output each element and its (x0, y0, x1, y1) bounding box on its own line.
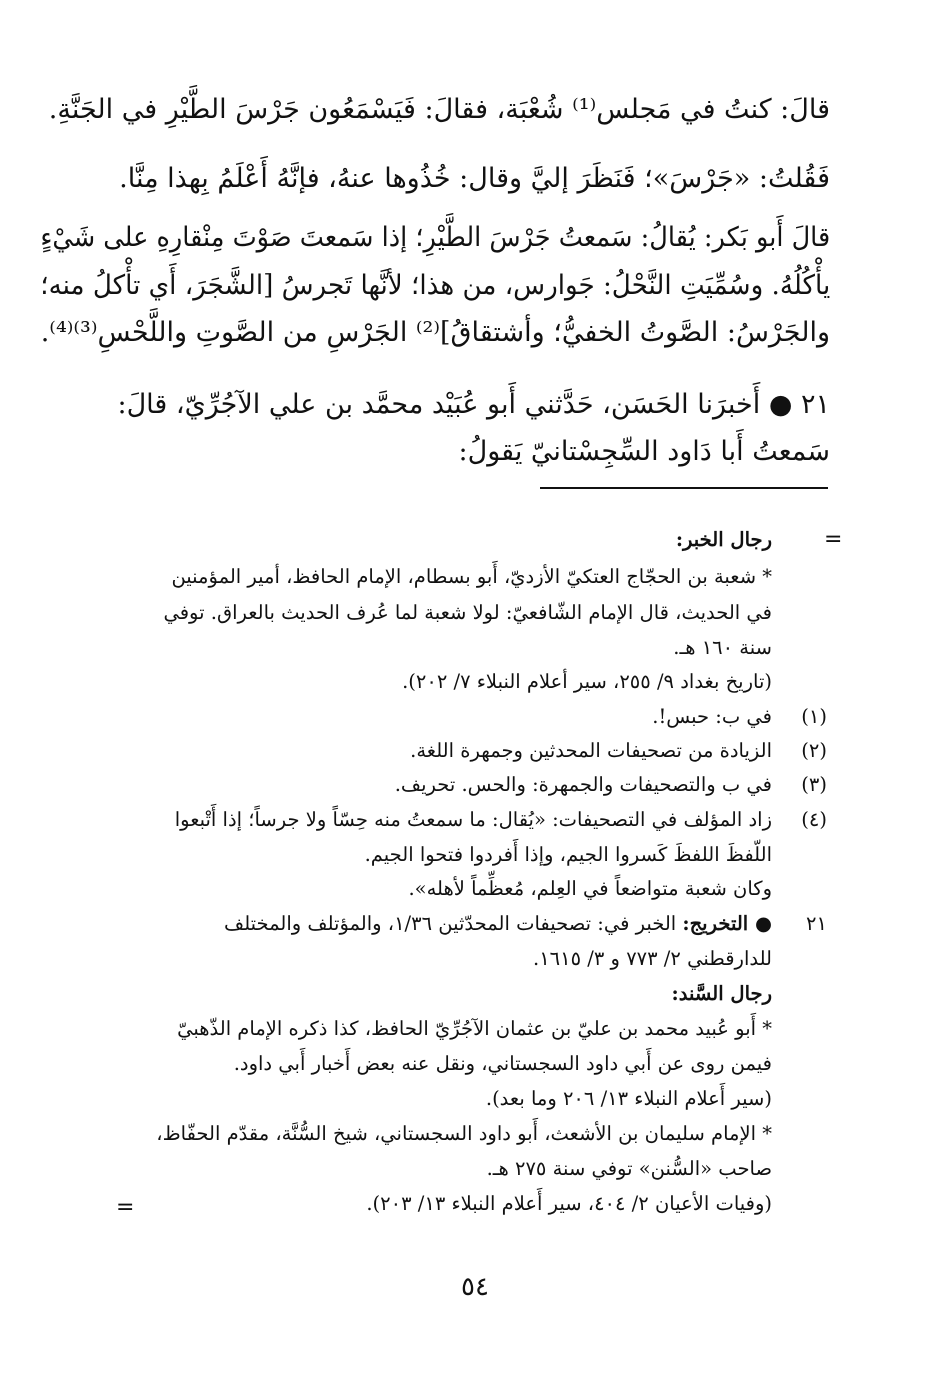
sanad-heading: رجال السَّند: (671, 982, 772, 1005)
footnote-number-1: (١) (801, 705, 827, 728)
rijal-heading: رجال الخبر: (675, 528, 772, 551)
shuba-line-2: في الحديث، قال الإمام الشّافعيّ: لولا شعبة لما عُرف الحديث بالعراق. توفي (163, 601, 772, 624)
continuation-mark: = (824, 527, 843, 552)
takhrij-label: ● التخريج: (682, 912, 772, 935)
main-line-5: والجَرْسُ: الصَّوتُ الخفيُّ؛ وأشتقاقُ]⁽²⁾ الجَرْسِ من الصَّوتِ واللَّحْسِ⁽³⁾⁽⁴⁾. (40, 317, 830, 348)
footnote-4-line-3: وكان شعبة متواضعاً في العِلم، مُعظِّماً لأهله». (408, 877, 772, 900)
footnote-2-line-1: الزيادة من تصحيفات المحدثين وجمهرة اللغة. (410, 739, 772, 762)
takhrij-number: ٢١ (806, 912, 827, 935)
main-line-4: يأْكُلُهُ. وسُمِّيَتِ النَّحْلُ: جَوارس، من هذا؛ لأنَّها تَجرسُ [الشَّجَرَ، أَي تأْكلُ منه؛ (40, 270, 830, 301)
takhrij-line-2: للدارقطني ٢/ ٧٧٣ و ٣/ ١٦١٥. (532, 947, 772, 970)
sanad-line-6: (وفيات الأعيان ٢/ ٤٠٤، سير أَعلام النبلاء ١٣/ ٢٠٣). (366, 1192, 772, 1215)
end-continuation-mark: = (116, 1195, 135, 1220)
main-line-6: ٢١ ● أَخبرَنا الحَسَن، حَدَّثني أَبو عُبَيْد محمَّد بن علي الآجُرِّيّ، قالَ: (117, 389, 830, 420)
footnote-number-2: (٢) (801, 739, 827, 762)
sanad-line-3: (سير أَعلام النبلاء ١٣/ ٢٠٦ وما بعد). (485, 1087, 772, 1110)
shuba-line-1: * شعبة بن الحجّاج العتكيّ الأزديّ، أَبو بسطام، الإمام الحافظ، أمير المؤمنين (171, 565, 772, 588)
takhrij-line-1 (224, 912, 772, 935)
page-number: ٥٤ (461, 1272, 489, 1302)
footnote-4-line-1: زاد المؤلف في التصحيفات: «يُقال: ما سمعتُ منه حِسّاً ولا جرساً؛ إذا أَتْبعوا (174, 808, 772, 831)
sanad-line-1: * أَبو عُبيد محمد بن عليّ بن عثمان الآجُرِّيّ الحافظ، كذا ذكره الإمام الذّهبيّ (177, 1017, 772, 1040)
main-line-1: قالَ: كنتُ في مَجلس⁽¹⁾ شُعْبَة، فقالَ: فَيَسْمَعُون جَرْسَ الطَّيْرِ في الجَنَّةِ. (48, 94, 830, 125)
footnote-separator (540, 487, 828, 489)
footnote-number-4: (٤) (801, 808, 827, 831)
sanad-line-2: فيمن روى عن أَبي داود السجستاني، ونقل عنه بعض أَخبار أَبي داود. (233, 1052, 772, 1075)
footnote-number-3: (٣) (801, 773, 827, 796)
footnote-4-line-2: اللّفظَ اللفظَ كَسروا الجيم، وإذا أَفردوا فتحوا الجيم. (364, 843, 772, 866)
sanad-line-5: صاحب «السُّنن» توفي سنة ٢٧٥ هـ. (486, 1157, 772, 1180)
main-line-7: سَمعتُ أَبا دَاود السِّجِسْتانيّ يَقولُ: (458, 436, 830, 467)
sanad-line-4: * الإمام سليمان بن الأشعث، أَبو داود السجستاني، شيخ السُّنَّة، مقدّم الحفّاظ، (156, 1122, 772, 1145)
shuba-line-3: سنة ١٦٠ هـ. (673, 636, 772, 659)
main-line-2: فَقُلتُ: «جَرْسَ»؛ فَنَظَرَ إليَّ وقال: خُذُوها عنهُ، فإنَّهُ أَعْلَمُ بِهذا مِنَّا. (119, 163, 830, 194)
shuba-line-4: (تاريخ بغداد ٩/ ٢٥٥، سير أعلام النبلاء ٧/ ٢٠٢). (402, 670, 772, 693)
footnote-1-line-1: في ب: حبس!. (652, 705, 772, 728)
footnote-3-line-1: في ب والتصحيفات والجمهرة: والحس. تحريف. (394, 773, 772, 796)
takhrij-text: الخبر في: تصحيفات المحدّثين ١/٣٦، والمؤتلف والمختلف (224, 912, 683, 935)
main-line-3: قالَ أَبو بَكر: يُقالُ: سَمعتُ جَرْسَ الطَّيْرِ؛ إذا سَمعتَ صَوْتَ مِنْقارِهِ على شَيْءٍ (40, 222, 830, 253)
